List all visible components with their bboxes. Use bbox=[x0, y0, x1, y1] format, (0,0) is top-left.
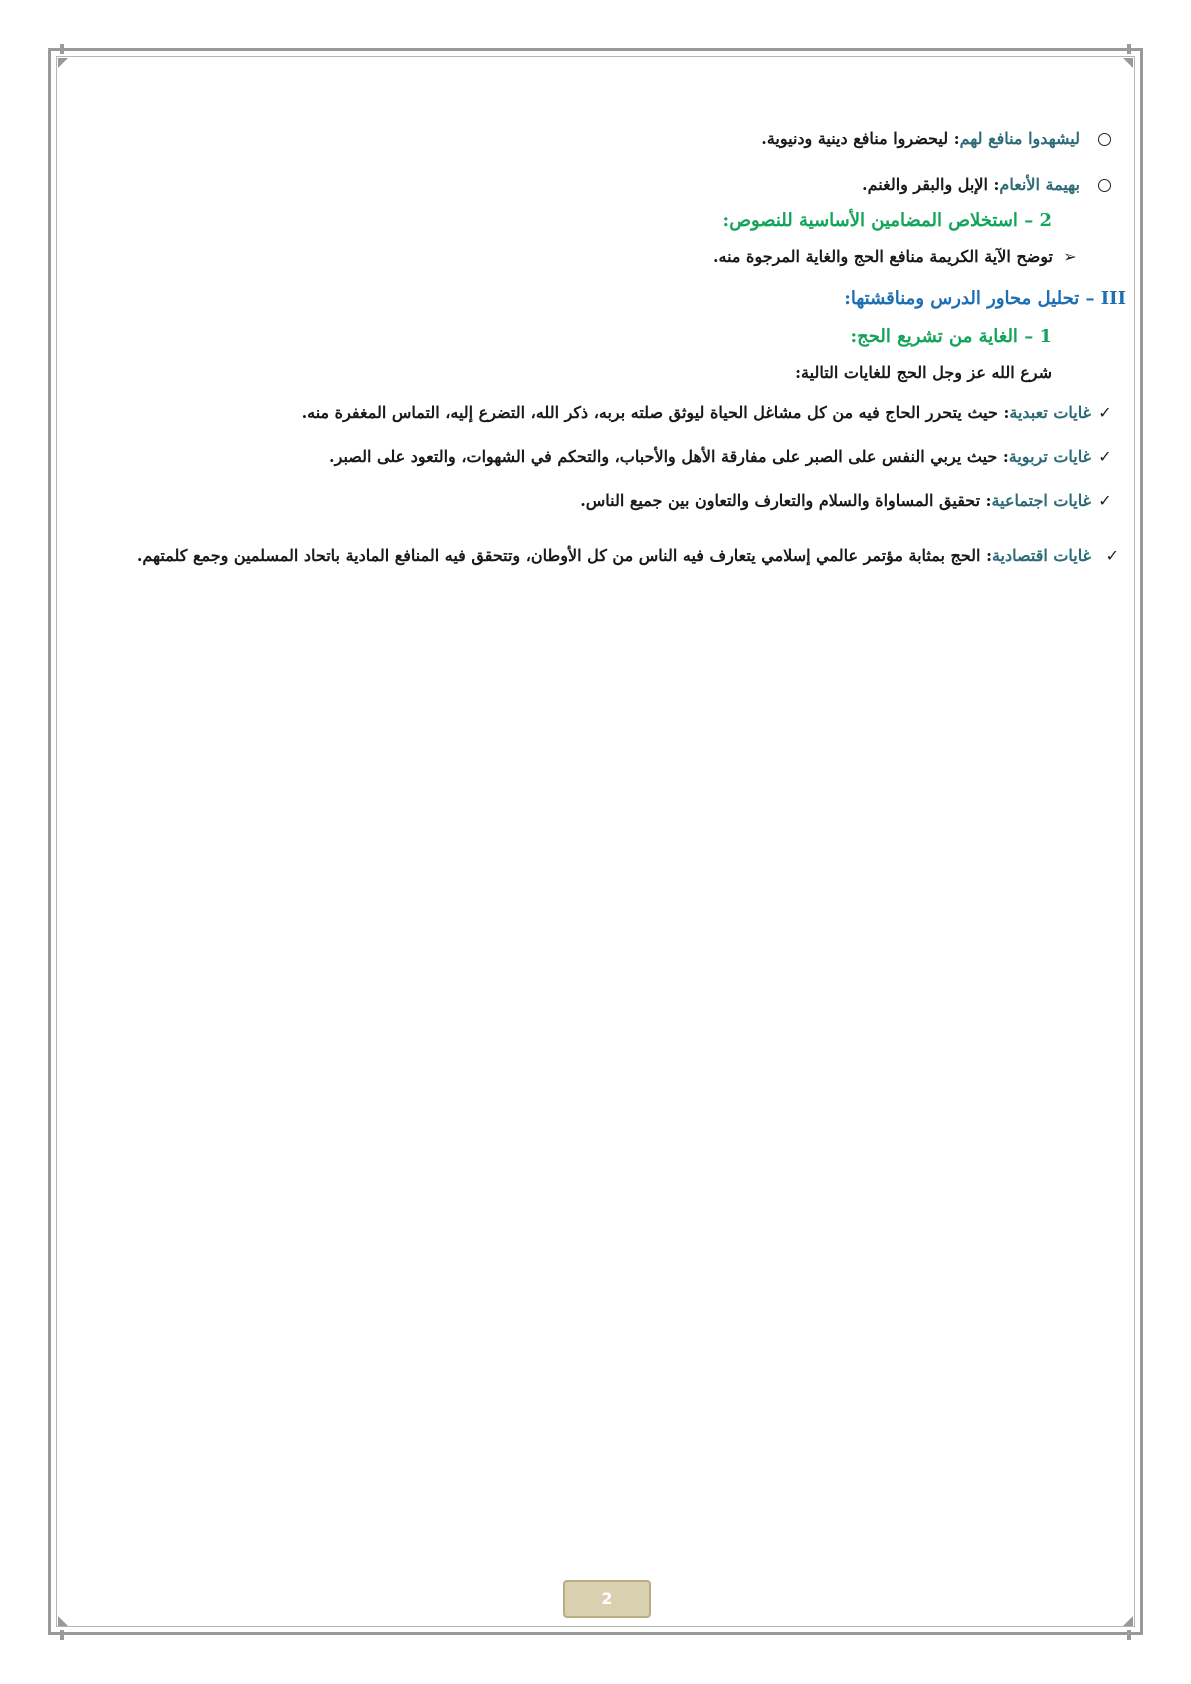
corner-ornament-icon bbox=[58, 58, 68, 68]
goal-text: : تحقيق المساواة والسلام والتعارف والتعاون بين جميع الناس. bbox=[580, 491, 992, 510]
corner-ornament-icon bbox=[58, 1616, 68, 1626]
circle-bullet-icon bbox=[1098, 133, 1111, 146]
goal-term: غايات اقتصادية bbox=[991, 546, 1091, 565]
arrow-bullet-icon: ➢ bbox=[1063, 247, 1077, 266]
item-term: ليشهدوا منافع لهم bbox=[959, 129, 1080, 148]
intro-text: شرع الله عز وجل الحج للغايات التالية: bbox=[795, 363, 1052, 382]
check-bullet-icon: ✓ bbox=[1098, 447, 1112, 466]
goal-item bbox=[70, 402, 1119, 424]
goal-term: غايات تربوية bbox=[1008, 447, 1091, 466]
goal-item bbox=[70, 490, 1119, 512]
section-heading: III – تحليل محاور الدرس ومناقشتها: bbox=[844, 288, 1126, 309]
goal-text: : حيث يتحرر الحاج فيه من كل مشاغل الحياة ليوثق صلته بربه، ذكر الله، التضرع إليه، التماس المغفرة منه. bbox=[301, 403, 1010, 422]
frame-tick bbox=[60, 44, 64, 54]
corner-ornament-icon bbox=[1123, 58, 1133, 68]
frame-tick bbox=[60, 1630, 64, 1640]
page-content bbox=[70, 128, 1126, 578]
list-item bbox=[70, 246, 1081, 268]
goal-term: غايات تعبدية bbox=[1009, 403, 1091, 422]
item-text: : الإبل والبقر والغنم. bbox=[862, 175, 1000, 194]
item-term: بهيمة الأنعام bbox=[999, 175, 1080, 194]
list-item bbox=[70, 128, 1119, 150]
item-text: توضح الآية الكريمة منافع الحج والغاية المرجوة منه. bbox=[712, 247, 1053, 266]
goal-term: غايات اجتماعية bbox=[991, 491, 1091, 510]
section-subheading: 1 – الغاية من تشريع الحج: bbox=[850, 326, 1052, 347]
check-bullet-icon: ✓ bbox=[1098, 491, 1112, 510]
frame-tick bbox=[1127, 1630, 1131, 1640]
goal-text: : الحج بمثابة مؤتمر عالمي إسلامي يتعارف فيه الناس من كل الأوطان، وتتحقق فيه المنافع المادية باتحاد المسلمين وجمع كلمتهم. bbox=[136, 546, 992, 565]
section-heading: 2 – استخلاص المضامين الأساسية للنصوص: bbox=[722, 210, 1052, 231]
check-bullet-icon: ✓ bbox=[1098, 403, 1112, 422]
corner-ornament-icon bbox=[1123, 1616, 1133, 1626]
page-number-badge: 2 bbox=[563, 1580, 651, 1618]
item-text: : ليحضروا منافع دينية ودنيوية. bbox=[761, 129, 960, 148]
circle-bullet-icon bbox=[1098, 179, 1111, 192]
check-bullet-icon: ✓ bbox=[1105, 546, 1119, 565]
goal-item bbox=[70, 446, 1119, 468]
goal-item bbox=[70, 534, 1119, 578]
goal-text: : حيث يربي النفس على الصبر على مفارقة الأهل والأحباب، والتحكم في الشهوات، والتعود على الصبر. bbox=[329, 447, 1009, 466]
list-item bbox=[70, 174, 1119, 196]
frame-tick bbox=[1127, 44, 1131, 54]
